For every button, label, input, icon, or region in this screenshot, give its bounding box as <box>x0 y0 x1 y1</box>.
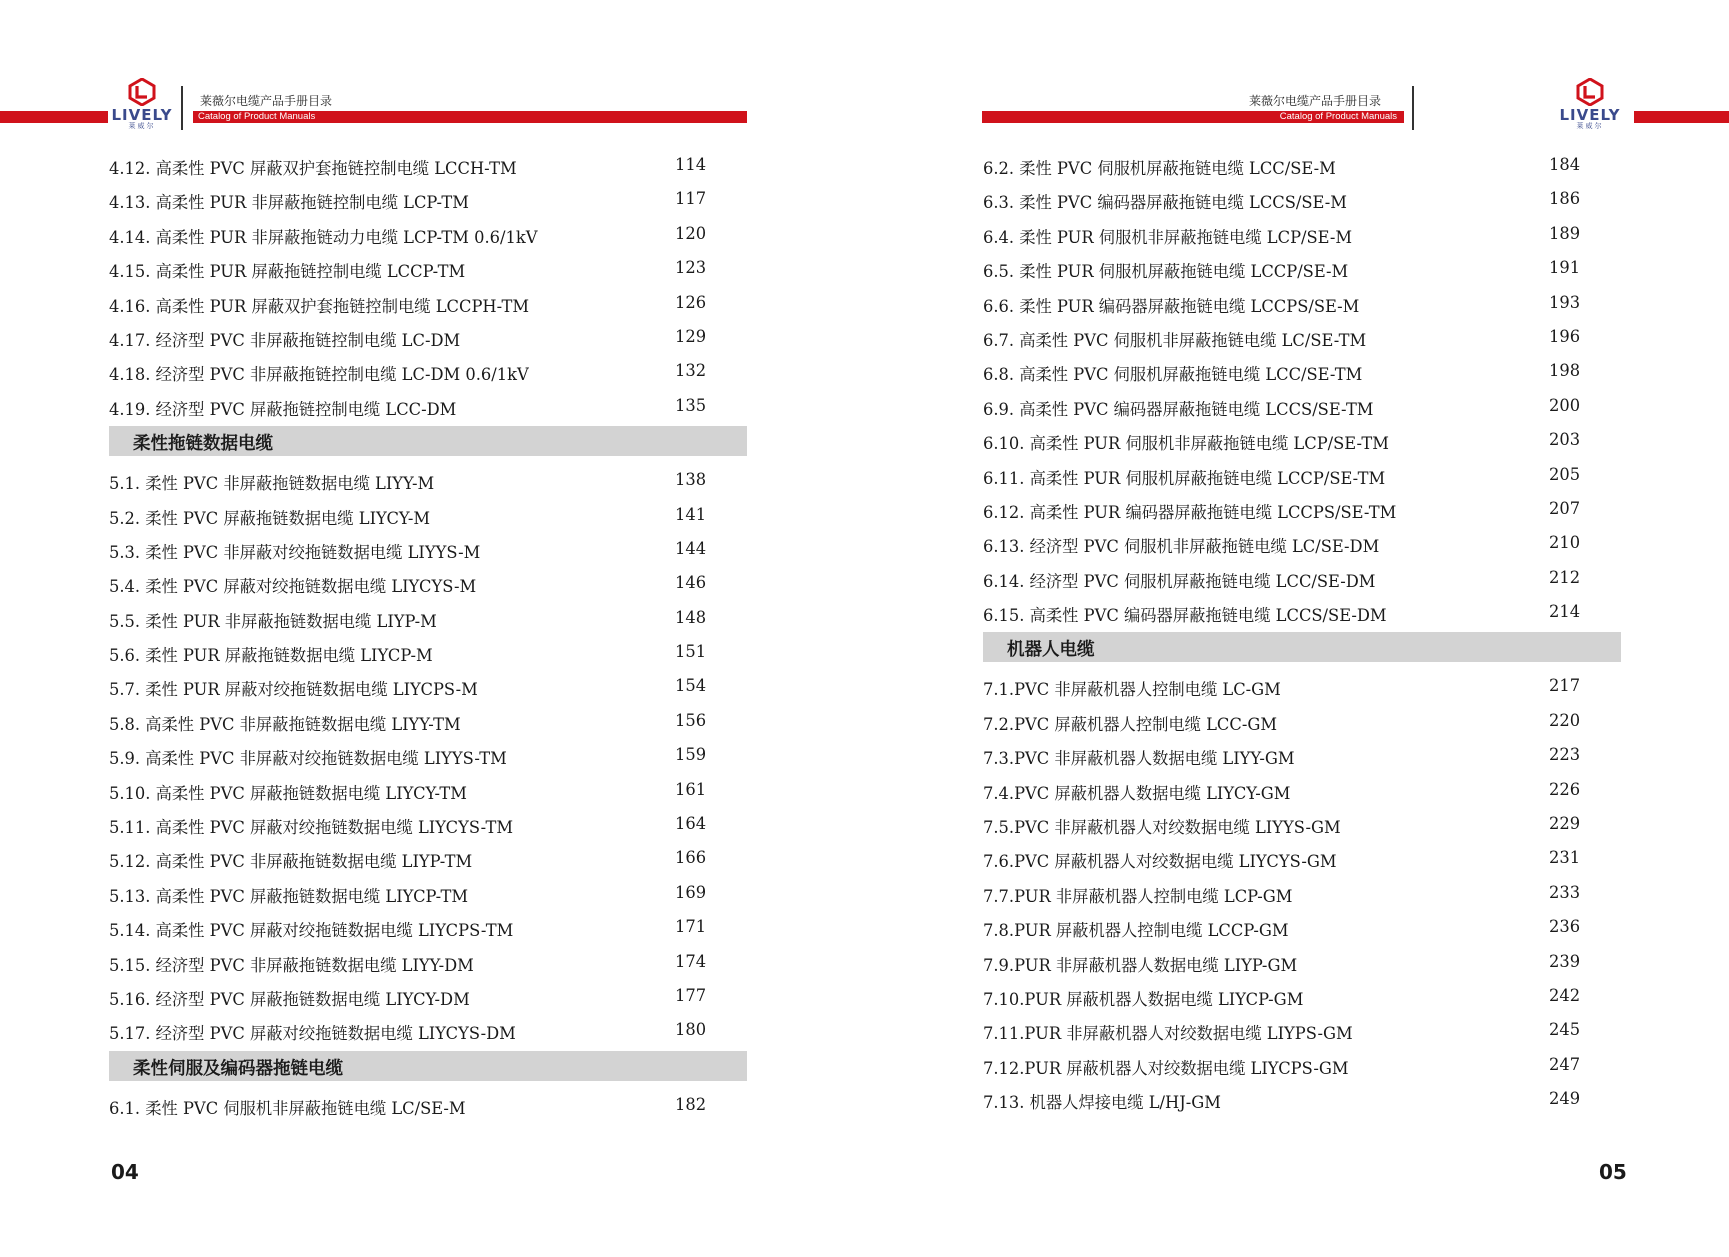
toc-entry-title: 5.9. 高柔性 PVC 非屏蔽对绞拖链数据电缆 LIYYS-TM <box>109 749 507 769</box>
toc-entry-title: 7.4.PVC 屏蔽机器人数据电缆 LIYCY-GM <box>983 783 1291 803</box>
toc-entry-page: 239 <box>1549 951 1581 971</box>
toc-entry-page: 164 <box>675 814 707 834</box>
toc-entry-title: 7.13. 机器人焊接电缆 L/HJ-GM <box>983 1093 1221 1113</box>
toc-entry-page: 138 <box>675 470 707 490</box>
toc-entry-page: 129 <box>675 326 707 346</box>
toc-entry-page: 245 <box>1549 1020 1581 1040</box>
toc-entry[interactable] <box>983 669 1621 703</box>
toc-entry[interactable] <box>109 148 747 182</box>
toc-entry[interactable] <box>983 286 1621 320</box>
toc-entry[interactable] <box>983 738 1621 772</box>
toc-entry[interactable] <box>983 841 1621 875</box>
toc-entry-page: 189 <box>1549 223 1581 243</box>
toc-entry-title: 7.6.PVC 屏蔽机器人对绞数据电缆 LIYCYS-GM <box>983 852 1337 872</box>
toc-entry-page: 117 <box>675 189 707 209</box>
toc-entry-title: 5.2. 柔性 PVC 屏蔽拖链数据电缆 LIYCY-M <box>109 508 431 528</box>
header-separator <box>181 86 183 130</box>
toc-entry[interactable] <box>983 320 1621 354</box>
toc-entry[interactable] <box>109 182 747 216</box>
toc-entry-page: 193 <box>1549 292 1581 312</box>
toc-entry-title: 6.3. 柔性 PVC 编码器屏蔽拖链电缆 LCCS/SE-M <box>983 193 1347 213</box>
section-heading-text: 柔性伺服及编码器拖链电缆 <box>133 1058 343 1079</box>
toc-entry-title: 5.5. 柔性 PUR 非屏蔽拖链数据电缆 LIYP-M <box>109 611 437 631</box>
toc-entry-page: 180 <box>675 1020 707 1040</box>
toc-entry[interactable] <box>983 704 1621 738</box>
toc-entry[interactable] <box>983 217 1621 251</box>
header-separator <box>1412 86 1414 130</box>
toc-entry-title: 5.4. 柔性 PVC 屏蔽对绞拖链数据电缆 LIYCYS-M <box>109 577 477 597</box>
right-page <box>864 0 1728 1257</box>
toc-entry-title: 4.13. 高柔性 PUR 非屏蔽拖链控制电缆 LCP-TM <box>109 193 469 213</box>
toc-entry-title: 6.4. 柔性 PUR 伺服机非屏蔽拖链电缆 LCP/SE-M <box>983 227 1353 247</box>
toc-entry-page: 177 <box>675 985 707 1005</box>
toc-entry-page: 169 <box>675 882 707 902</box>
toc-entry[interactable] <box>983 182 1621 216</box>
toc-entry-title: 7.7.PUR 非屏蔽机器人控制电缆 LCP-GM <box>983 886 1293 906</box>
toc-entry[interactable] <box>109 354 747 388</box>
toc-entry[interactable] <box>983 354 1621 388</box>
toc-entry[interactable] <box>983 807 1621 841</box>
header-title-zh: 莱薇尔电缆产品手册目录 <box>1248 94 1381 108</box>
page-number: 05 <box>1599 1160 1627 1184</box>
toc-entry[interactable] <box>109 945 747 979</box>
toc-entry-page: 217 <box>1549 676 1581 696</box>
toc-entry-page: 198 <box>1549 361 1581 381</box>
toc-entry[interactable] <box>109 910 747 944</box>
toc-entry[interactable] <box>109 286 747 320</box>
header-bar-right-stub <box>1634 111 1729 123</box>
toc-entry-page: 156 <box>675 710 707 730</box>
logo-subtext: 莱威尔 <box>1576 122 1604 130</box>
section-heading <box>109 426 747 456</box>
toc-entry[interactable] <box>983 389 1621 423</box>
toc-entry-page: 146 <box>675 573 707 593</box>
toc-entry[interactable] <box>983 423 1621 457</box>
toc-entry-title: 4.14. 高柔性 PUR 非屏蔽拖链动力电缆 LCP-TM 0.6/1kV <box>109 227 538 247</box>
toc-entry-page: 171 <box>675 917 707 937</box>
logo-text: LIVELY <box>111 106 173 124</box>
toc-entry-page: 161 <box>675 779 707 799</box>
toc-entry-page: 159 <box>675 745 707 765</box>
toc-entry-page: 223 <box>1549 745 1581 765</box>
toc-entry-title: 6.6. 柔性 PUR 编码器屏蔽拖链电缆 LCCPS/SE-M <box>983 296 1360 316</box>
section-heading <box>983 632 1621 662</box>
toc-entry-page: 231 <box>1549 848 1581 868</box>
toc-entry-page: 126 <box>675 292 707 312</box>
toc-entry-page: 144 <box>675 538 707 558</box>
toc-entry-page: 191 <box>1549 258 1581 278</box>
logo-mark-icon <box>128 78 156 106</box>
logo-subtext: 莱威尔 <box>128 122 156 130</box>
toc-entry[interactable] <box>109 320 747 354</box>
toc-entry-title: 7.10.PUR 屏蔽机器人数据电缆 LIYCP-GM <box>983 989 1304 1009</box>
toc-entry[interactable] <box>109 217 747 251</box>
toc-entry[interactable] <box>983 595 1621 629</box>
toc-entry-title: 7.1.PVC 非屏蔽机器人控制电缆 LC-GM <box>983 680 1281 700</box>
toc-entry-page: 242 <box>1549 985 1581 1005</box>
toc-entry[interactable] <box>983 945 1621 979</box>
toc-entry-page: 182 <box>675 1094 707 1114</box>
toc-entry[interactable] <box>109 876 747 910</box>
toc-entry-title: 5.3. 柔性 PVC 非屏蔽对绞拖链数据电缆 LIYYS-M <box>109 542 481 562</box>
toc-entry[interactable] <box>983 251 1621 285</box>
toc-entry-title: 6.10. 高柔性 PUR 伺服机非屏蔽拖链电缆 LCP/SE-TM <box>983 434 1389 454</box>
toc-entry-title: 6.14. 经济型 PVC 伺服机屏蔽拖链电缆 LCC/SE-DM <box>983 571 1376 591</box>
toc-entry-title: 7.9.PUR 非屏蔽机器人数据电缆 LIYP-GM <box>983 955 1298 975</box>
logo <box>106 78 178 130</box>
toc-entry-page: 132 <box>675 361 707 381</box>
toc-entry-title: 6.12. 高柔性 PUR 编码器屏蔽拖链电缆 LCCPS/SE-TM <box>983 502 1397 522</box>
toc-entry-title: 5.8. 高柔性 PVC 非屏蔽拖链数据电缆 LIYY-TM <box>109 714 461 734</box>
toc-entry[interactable] <box>983 876 1621 910</box>
toc-entry-page: 120 <box>675 223 707 243</box>
toc-entry-title: 6.15. 高柔性 PVC 编码器屏蔽拖链电缆 LCCS/SE-DM <box>983 606 1387 626</box>
toc-entry[interactable] <box>109 251 747 285</box>
toc-entry[interactable] <box>109 807 747 841</box>
toc-right <box>983 148 1621 1117</box>
section-heading-text: 机器人电缆 <box>1007 640 1095 661</box>
toc-entry-title: 5.15. 经济型 PVC 非屏蔽拖链数据电缆 LIYY-DM <box>109 955 474 975</box>
toc-entry[interactable] <box>109 601 747 635</box>
toc-entry-title: 6.9. 高柔性 PVC 编码器屏蔽拖链电缆 LCCS/SE-TM <box>983 399 1374 419</box>
toc-entry-title: 4.17. 经济型 PVC 非屏蔽拖链控制电缆 LC-DM <box>109 330 461 350</box>
left-page <box>0 0 864 1257</box>
toc-entry-title: 6.11. 高柔性 PUR 伺服机屏蔽拖链电缆 LCCP/SE-TM <box>983 468 1386 488</box>
toc-entry[interactable] <box>109 532 747 566</box>
toc-entry[interactable] <box>983 492 1621 526</box>
toc-entry[interactable] <box>983 910 1621 944</box>
toc-entry[interactable] <box>109 1088 747 1122</box>
toc-entry-title: 7.5.PVC 非屏蔽机器人对绞数据电缆 LIYYS-GM <box>983 818 1341 838</box>
toc-entry[interactable] <box>983 1013 1621 1047</box>
toc-entry-page: 166 <box>675 848 707 868</box>
logo-text: LIVELY <box>1559 106 1621 124</box>
toc-entry-page: 114 <box>675 155 707 174</box>
toc-entry-page: 200 <box>1549 395 1581 415</box>
toc-entry-page: 186 <box>1549 189 1581 209</box>
toc-entry-title: 5.17. 经济型 PVC 屏蔽对绞拖链数据电缆 LIYCYS-DM <box>109 1024 516 1044</box>
toc-entry-title: 4.16. 高柔性 PUR 屏蔽双护套拖链控制电缆 LCCPH-TM <box>109 296 530 316</box>
toc-entry-title: 7.12.PUR 屏蔽机器人对绞数据电缆 LIYCPS-GM <box>983 1058 1349 1078</box>
toc-entry-title: 4.18. 经济型 PVC 非屏蔽拖链控制电缆 LC-DM 0.6/1kV <box>109 365 529 385</box>
toc-entry-page: 184 <box>1549 155 1581 174</box>
toc-entry-title: 6.2. 柔性 PVC 伺服机屏蔽拖链电缆 LCC/SE-M <box>983 159 1336 178</box>
header-title-en: Catalog of Product Manuals <box>1279 111 1397 122</box>
toc-left <box>109 148 747 1122</box>
toc-entry[interactable] <box>109 704 747 738</box>
toc-entry-page: 135 <box>675 395 707 415</box>
toc-entry-title: 6.1. 柔性 PVC 伺服机非屏蔽拖链电缆 LC/SE-M <box>109 1098 466 1118</box>
toc-entry-page: 151 <box>675 642 707 662</box>
toc-entry-page: 236 <box>1549 917 1581 937</box>
toc-entry-title: 5.11. 高柔性 PVC 屏蔽对绞拖链数据电缆 LIYCYS-TM <box>109 818 514 838</box>
header-title-en: Catalog of Product Manuals <box>198 111 316 122</box>
toc-entry-title: 7.2.PVC 屏蔽机器人控制电缆 LCC-GM <box>983 714 1278 734</box>
toc-entry-title: 7.8.PUR 屏蔽机器人控制电缆 LCCP-GM <box>983 921 1289 941</box>
toc-entry-page: 247 <box>1549 1054 1581 1074</box>
toc-entry-page: 207 <box>1549 498 1581 518</box>
toc-entry-title: 4.19. 经济型 PVC 屏蔽拖链控制电缆 LCC-DM <box>109 399 457 419</box>
toc-entry-page: 154 <box>675 676 707 696</box>
toc-entry-title: 5.7. 柔性 PUR 屏蔽对绞拖链数据电缆 LIYCPS-M <box>109 680 478 700</box>
toc-entry-page: 214 <box>1549 602 1581 622</box>
toc-entry-title: 6.5. 柔性 PUR 伺服机屏蔽拖链电缆 LCCP/SE-M <box>983 262 1349 282</box>
logo-mark-icon <box>1576 78 1604 106</box>
toc-entry-title: 6.13. 经济型 PVC 伺服机非屏蔽拖链电缆 LC/SE-DM <box>983 537 1380 557</box>
toc-entry-title: 4.15. 高柔性 PUR 屏蔽拖链控制电缆 LCCP-TM <box>109 262 466 282</box>
toc-entry[interactable] <box>983 1048 1621 1082</box>
toc-entry-title: 7.3.PVC 非屏蔽机器人数据电缆 LIYY-GM <box>983 749 1295 769</box>
toc-entry-page: 123 <box>675 258 707 278</box>
section-heading <box>109 1051 747 1081</box>
toc-entry[interactable] <box>983 561 1621 595</box>
toc-entry-page: 226 <box>1549 779 1581 799</box>
toc-entry[interactable] <box>109 635 747 669</box>
toc-entry[interactable] <box>983 458 1621 492</box>
toc-entry[interactable] <box>983 148 1621 182</box>
toc-entry[interactable] <box>109 389 747 423</box>
toc-entry[interactable] <box>109 1013 747 1047</box>
toc-entry-title: 5.1. 柔性 PVC 非屏蔽拖链数据电缆 LIYY-M <box>109 474 435 494</box>
toc-entry-title: 5.13. 高柔性 PVC 屏蔽拖链数据电缆 LIYCP-TM <box>109 886 469 906</box>
toc-entry-title: 5.16. 经济型 PVC 屏蔽拖链数据电缆 LIYCY-DM <box>109 989 470 1009</box>
toc-entry-page: 196 <box>1549 326 1581 346</box>
toc-entry-page: 210 <box>1549 533 1581 553</box>
toc-entry-title: 5.6. 柔性 PUR 屏蔽拖链数据电缆 LIYCP-M <box>109 646 433 666</box>
toc-entry[interactable] <box>983 979 1621 1013</box>
toc-entry[interactable] <box>109 463 747 497</box>
header-bar-left-stub <box>0 111 108 123</box>
toc-entry-title: 6.7. 高柔性 PVC 伺服机非屏蔽拖链电缆 LC/SE-TM <box>983 330 1367 350</box>
toc-entry-page: 174 <box>675 951 707 971</box>
toc-entry[interactable] <box>109 841 747 875</box>
toc-entry[interactable] <box>983 773 1621 807</box>
toc-entry[interactable] <box>109 498 747 532</box>
toc-entry[interactable] <box>109 669 747 703</box>
toc-entry-title: 7.11.PUR 非屏蔽机器人对绞数据电缆 LIYPS-GM <box>983 1024 1353 1044</box>
toc-entry-title: 6.8. 高柔性 PVC 伺服机屏蔽拖链电缆 LCC/SE-TM <box>983 365 1363 385</box>
toc-entry[interactable] <box>109 773 747 807</box>
toc-entry[interactable] <box>109 738 747 772</box>
toc-entry[interactable] <box>983 1082 1621 1116</box>
page-number: 04 <box>111 1160 139 1184</box>
logo <box>1554 78 1626 130</box>
toc-entry-page: 212 <box>1549 567 1581 587</box>
toc-entry-page: 148 <box>675 607 707 627</box>
toc-entry-page: 233 <box>1549 882 1581 902</box>
section-heading-text: 柔性拖链数据电缆 <box>133 434 273 455</box>
toc-entry[interactable] <box>109 979 747 1013</box>
toc-entry-page: 141 <box>675 504 707 524</box>
toc-entry[interactable] <box>109 566 747 600</box>
toc-entry-page: 229 <box>1549 814 1581 834</box>
toc-entry-page: 205 <box>1549 464 1581 484</box>
toc-entry-page: 220 <box>1549 710 1581 730</box>
toc-entry-title: 5.14. 高柔性 PVC 屏蔽对绞拖链数据电缆 LIYCPS-TM <box>109 921 514 941</box>
header-title-zh: 莱薇尔电缆产品手册目录 <box>200 94 333 108</box>
toc-entry[interactable] <box>983 526 1621 560</box>
toc-entry-page: 249 <box>1549 1089 1581 1109</box>
toc-entry-title: 4.12. 高柔性 PVC 屏蔽双护套拖链控制电缆 LCCH-TM <box>109 159 517 178</box>
toc-entry-title: 5.12. 高柔性 PVC 非屏蔽拖链数据电缆 LIYP-TM <box>109 852 473 872</box>
toc-entry-page: 203 <box>1549 430 1581 450</box>
toc-entry-title: 5.10. 高柔性 PVC 屏蔽拖链数据电缆 LIYCY-TM <box>109 783 467 803</box>
